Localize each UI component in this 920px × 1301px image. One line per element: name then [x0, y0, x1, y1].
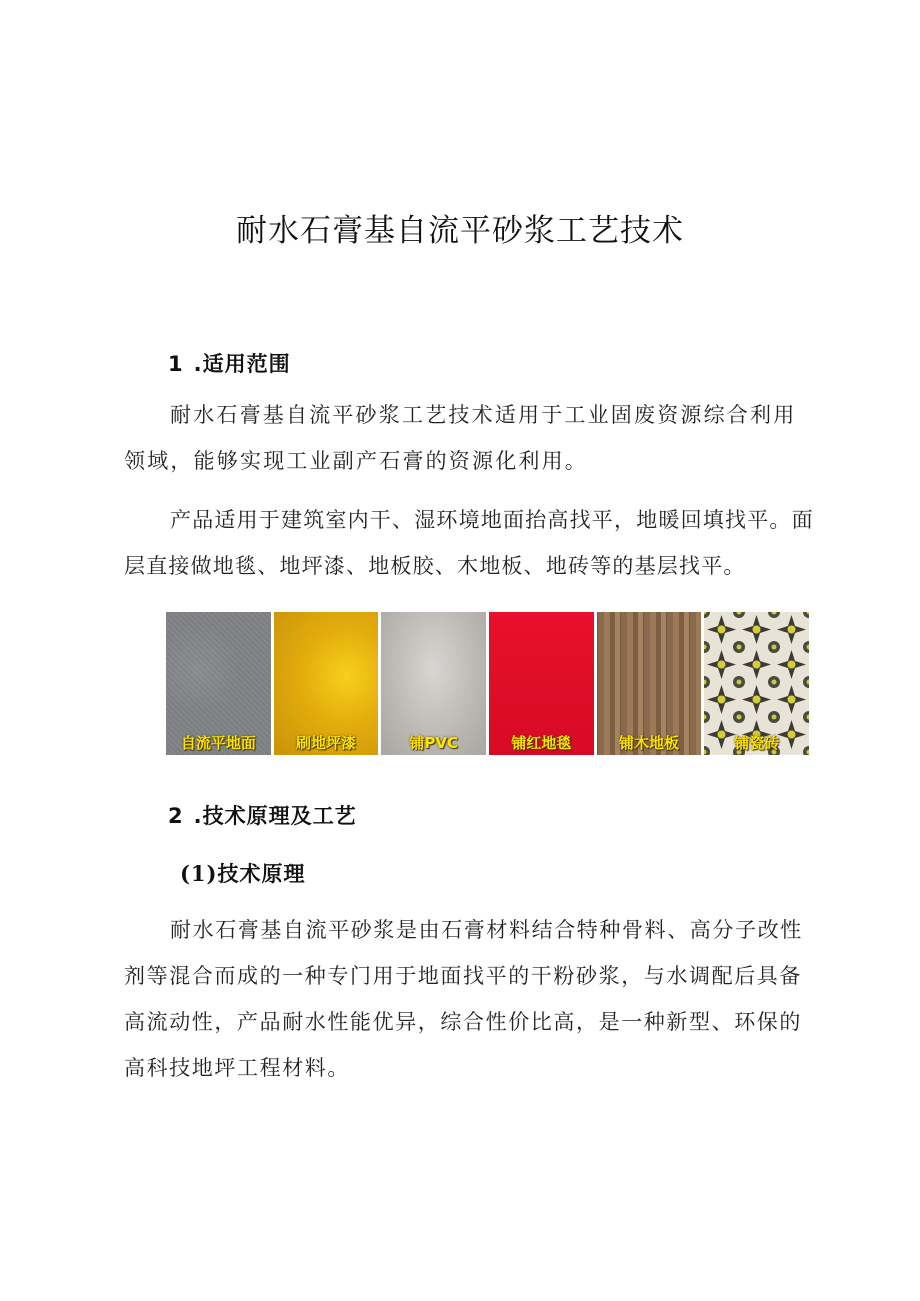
section-2-heading: [168, 800, 357, 830]
swatch-pvc: [381, 612, 486, 755]
swatch-self-leveling-floor: [166, 612, 271, 755]
section-1-heading: [168, 348, 291, 378]
section-1-number: 1: [168, 352, 184, 376]
subsection-1-heading: (1)技术原理: [180, 861, 306, 886]
document-title: 耐水石膏基自流平砂浆工艺技术: [236, 213, 684, 249]
floor-finish-swatches: [166, 612, 809, 755]
swatch-label: 刷地坪漆: [296, 734, 357, 752]
swatch-wood-floor: [597, 612, 702, 755]
section-1-title: .适用范围: [193, 352, 291, 376]
swatch-label: 自流平地面: [180, 734, 256, 752]
swatch-label: 铺木地板: [619, 734, 680, 752]
swatch-label: 铺PVC: [409, 734, 458, 752]
section-1-paragraph-2: 产品适用于建筑室内干、湿环境地面抬高找平，地暖回填找平。面层直接做地毯、地坪漆、地板胶、木地板、地砖等的基层找平。: [124, 508, 814, 578]
subsection-1-paragraph: 耐水石膏基自流平砂浆是由石膏材料结合特种骨料、高分子改性剂等混合而成的一种专门用于地面找平的干粉砂浆，与水调配后具备高流动性，产品耐水性能优异，综合性价比高，是一种新型、环保的高科技地坪工程材料。: [124, 918, 803, 1080]
swatch-floor-paint: [274, 612, 379, 755]
swatch-label: 铺瓷砖: [734, 734, 780, 752]
swatch-label: 铺红地毯: [511, 734, 572, 752]
section-2-title: .技术原理及工艺: [193, 804, 357, 828]
section-2-number: 2: [168, 804, 184, 828]
swatch-red-carpet: [489, 612, 594, 755]
swatch-ceramic-tile: [704, 612, 809, 755]
section-1-paragraph-1: 耐水石膏基自流平砂浆工艺技术适用于工业固废资源综合利用领域，能够实现工业副产石膏的资源化利用。: [124, 403, 797, 473]
